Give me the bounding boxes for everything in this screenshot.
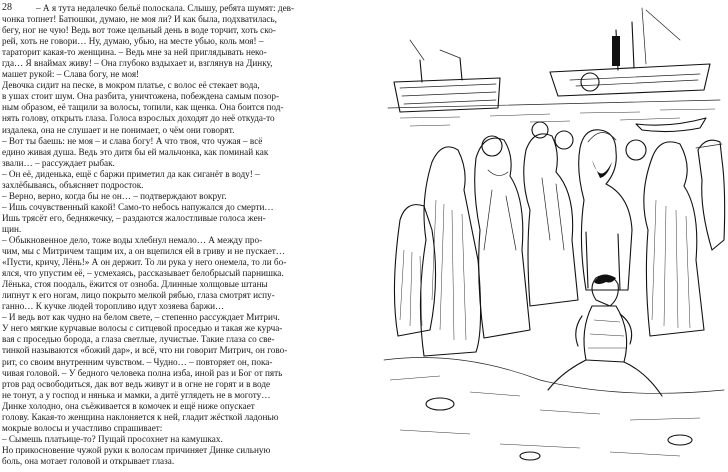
illustration — [380, 0, 728, 472]
text-line: – Обыкновенное дело, тоже воды хлебнул немало… А между про- — [2, 234, 263, 245]
text-line: гда… Я внаймах живу! – Она глубоко вздыхает и, взглянув на Динку, — [2, 58, 273, 69]
barge — [394, 40, 500, 112]
text-line: в ушах стоит шум. Она разбита, уничтожена, побеждена самым позор- — [2, 91, 280, 102]
text-line: тараторит какая-то женщина. – Ведь мне за ней приглядывать неко- — [2, 47, 267, 58]
text-line: – Вот ты баешь: не моя – и слава богу! А что твоя, что чужая – всё — [2, 135, 263, 146]
small-boat — [636, 118, 706, 132]
text-line: липнут к его ногам, лицо покрыто мелкой рябью, глаза смотрят испу- — [2, 290, 275, 301]
text-line: – И ведь вот как чудно на белом свете, – степенно рассуждает Митрич. — [2, 312, 280, 323]
crowd — [394, 122, 724, 356]
text-line: Но прикосновение чужой руки к волосам причиняет Динке сильную — [2, 444, 271, 455]
text-line: У него мягкие курчавые волосы с ситцевой проседью и такая же курча- — [2, 323, 283, 334]
text-line: рей, хоть не говори… Ну, думаю, убью, на месте убью, коль моя! – — [2, 36, 264, 47]
text-line: рит, со своим внутренним чувством. – Чудно… – повторяет он, пока- — [2, 356, 273, 367]
text-line: Ишь трясёт его, бедняжечку, – раздаются жалостливые голоса жен- — [2, 212, 266, 223]
text-line: щин. — [2, 223, 22, 234]
text-line: Динке холодно, она съёживается в комочек и ещё ниже опускает — [2, 400, 255, 411]
text-line: нять голову, открыть глаза. Голоса взрослых доходят до неё откуда-то — [2, 113, 275, 124]
text-line: бегу, ног не чую! Ведь вот тоже цельный день в воде торчит, хоть ско- — [2, 25, 276, 36]
sand-ground — [384, 358, 724, 461]
text-line: захлёбываясь, объясняет подросток. — [2, 179, 144, 190]
text-line: ганно… К кучке людей торопливо идут хозяева баржи… — [2, 301, 225, 312]
ink-drawing — [380, 0, 728, 472]
text-line: ртов рад освободиться, дак вот ведь живут и в огне не горят и в воде — [2, 378, 271, 389]
text-line: не тонут, а у господ и нянька и мамки, а дитё углядеть не в моготу… — [2, 389, 271, 400]
text-line: ялся, что упустим её, – усмехаясь, рассказывает белобрысый парнишка. — [2, 268, 284, 279]
text-line: чивая головой. – У бедного человека полна изба, иной раз и Бог от пять — [2, 367, 283, 378]
text-line: ным образом, её тащили за волосы, топили, как щенка. Она боится под- — [2, 102, 284, 113]
steamboat — [550, 8, 710, 96]
girl-sitting — [548, 275, 662, 396]
page-number: 28 — [2, 2, 12, 13]
text-line: едино живая душа. Ведь это дитя бы ей мальчонка, как поминай как — [2, 146, 269, 157]
text-line: тинкой называются «божий дар», и всё, что ни говорит Митрич, он гово- — [2, 345, 288, 356]
text-line: голову. Какая-то женщина наклоняется к ней, гладит жёсткой ладонью — [2, 411, 279, 422]
text-line: мокрые волосы и участливо спрашивает: — [2, 422, 163, 433]
text-line: машет рукой: – Слава богу, не моя! — [2, 69, 140, 80]
text-line: звали… – рассуждает рыбак. — [2, 157, 115, 168]
text-line: – Сымешь платьице-то? Пущай просохнет на камушках. — [2, 433, 223, 444]
text-line: Лёнька, стоя поодаль, ёжится от озноба. Длинные холщовые штаны — [2, 279, 268, 290]
text-line: – Верно, верно, когда бы не он… – подтверждают вокруг. — [2, 190, 227, 201]
text-line: боль, она мотает головой и открывает глаза. — [2, 455, 175, 466]
text-line: «Пусти, кричу, Лёнь!» А он держит. То ли рука у него онемела, то ли бо- — [2, 257, 287, 268]
river-background — [388, 100, 720, 126]
text-line: вая с проседью борода, а глаза светлые, лучистые. Такие глаза со све- — [2, 334, 275, 345]
text-line: – Ишь сочувственный какой! Само-то небось напужался до смерти… — [2, 201, 274, 212]
text-line: – Он её, диденька, ещё с баржи приметил да как сиганёт в воду! – — [2, 168, 260, 179]
text-line: издалека, она не слушает и не понимает, о чём они говорят. — [2, 124, 235, 135]
text-line: чонка топнет! Батюшки, думаю, не моя ли? И как была, подхватилась, — [2, 14, 277, 25]
text-line: Девочка сидит на песке, в мокром платье, с волос её стекает вода, — [2, 80, 260, 91]
text-line: чим, мы с Митричем тащим их, а он вцепился ей в гриву и не пускает… — [2, 246, 285, 257]
text-column — [2, 3, 374, 467]
text-line: – А я тута недалечко бельё полоскала. Слышу, ребята шумят: дев- — [36, 3, 295, 13]
